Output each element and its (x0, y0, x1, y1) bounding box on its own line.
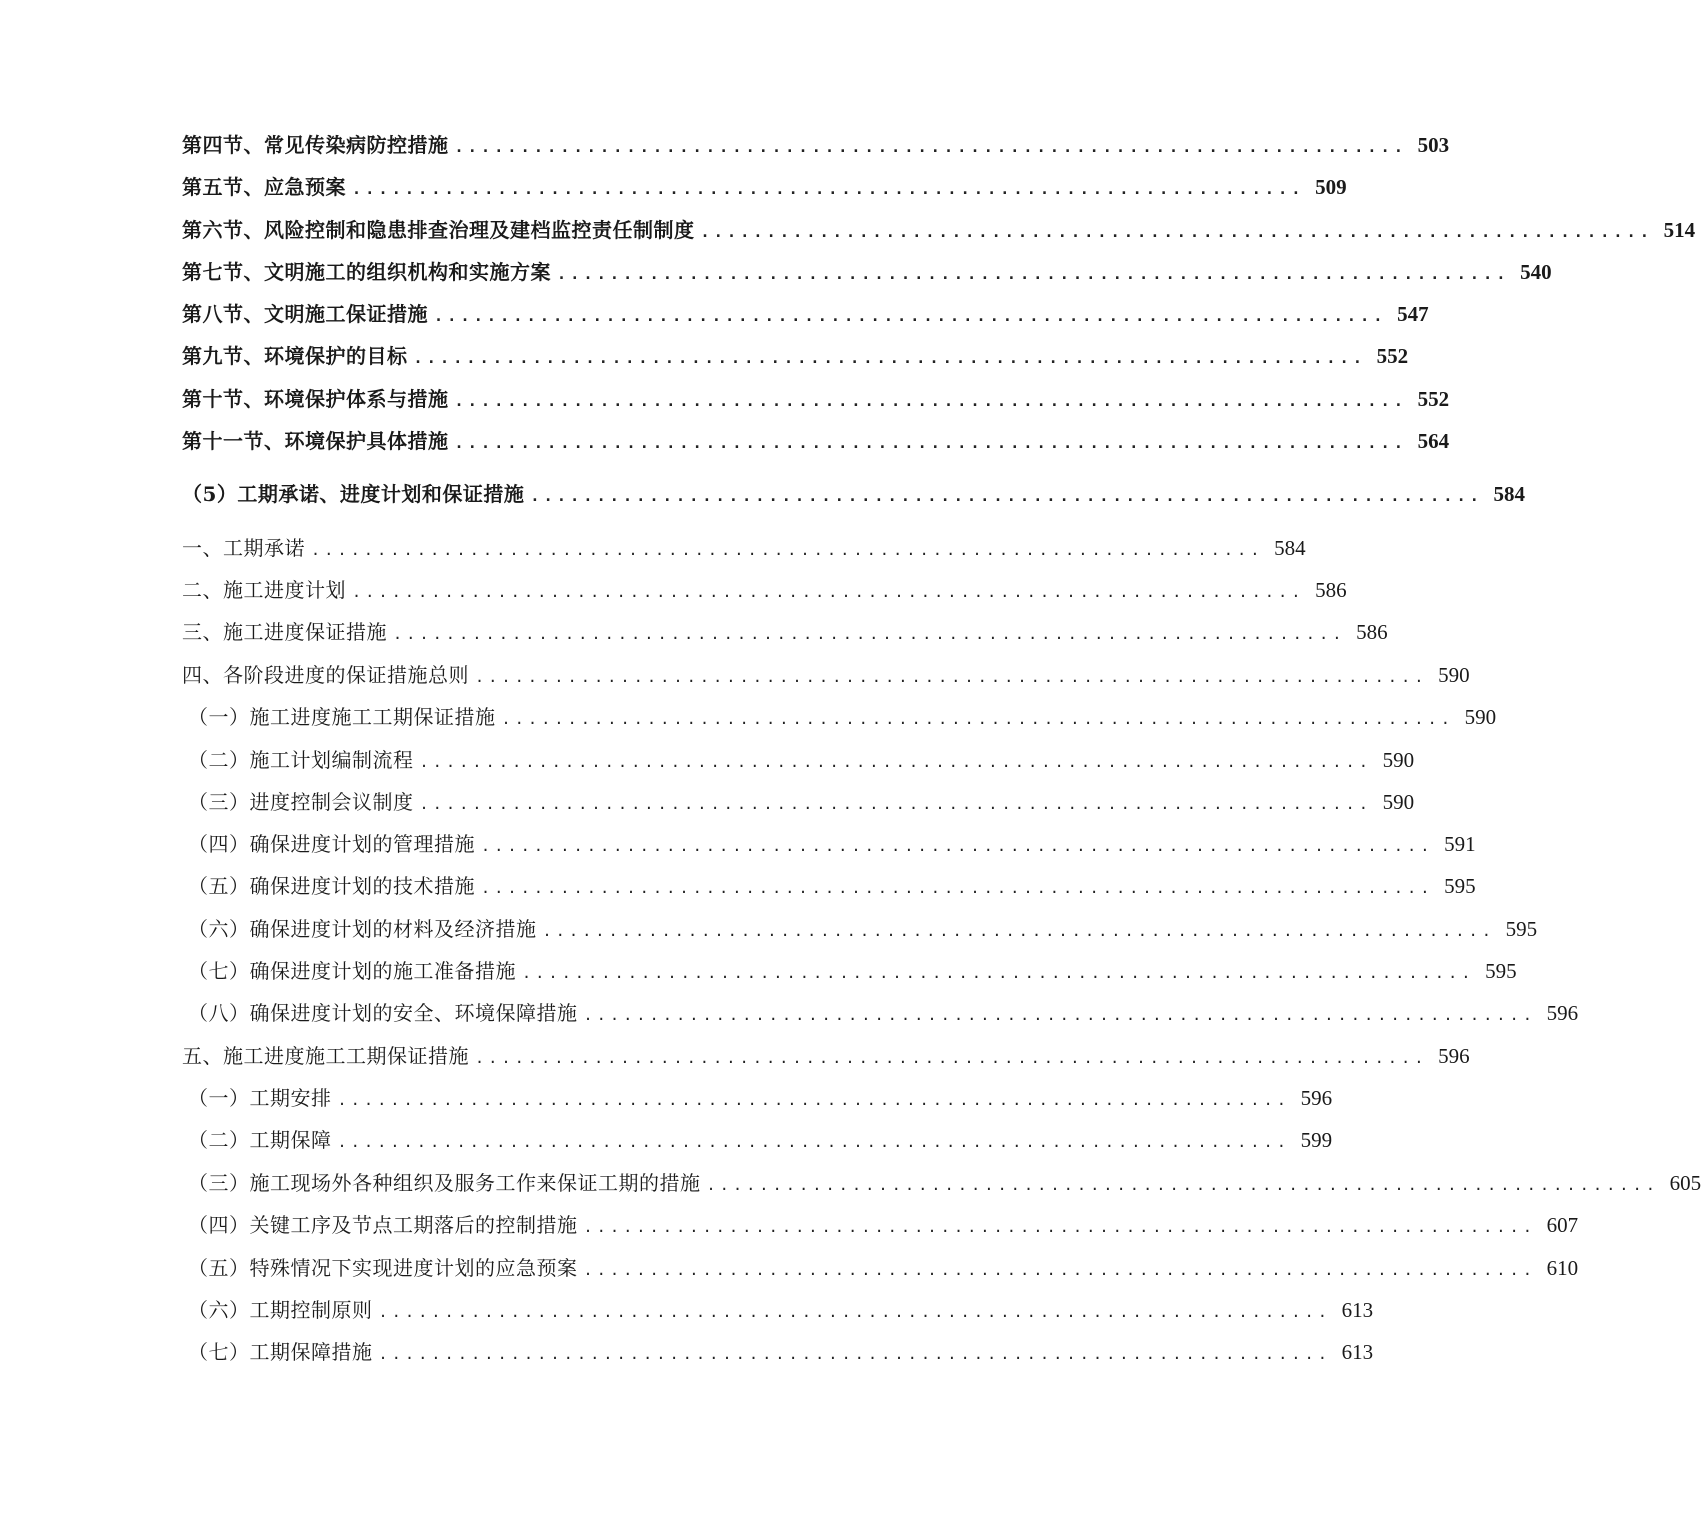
toc-entry-page: 586 (1315, 578, 1347, 602)
toc-subentry[interactable] (188, 1255, 1579, 1283)
toc-dot-leader: ........................................................................ (583, 1261, 1537, 1279)
toc-dot-leader: ........................................................................ (337, 1133, 1291, 1151)
toc-entry-page: 503 (1417, 133, 1450, 157)
toc-entry-title: 第八节、文明施工保证措施 (182, 302, 428, 326)
toc-subentry[interactable] (188, 958, 1517, 986)
toc-entry-page: 613 (1341, 1340, 1374, 1364)
toc-subentry[interactable] (188, 747, 1415, 775)
toc-entry[interactable] (182, 174, 1347, 202)
toc-entry-title: （一）施工进度施工工期保证措施 (188, 705, 496, 729)
toc-subentry[interactable] (188, 1000, 1579, 1028)
toc-entry-page: 552 (1417, 387, 1450, 411)
toc-entry[interactable] (182, 217, 1696, 245)
toc-entry-title: （5）工期承诺、进度计划和保证措施 (182, 482, 525, 506)
toc-entry-title: （一）工期安排 (188, 1086, 332, 1110)
toc-dot-leader: ........................................................................ (583, 1218, 1537, 1236)
toc-entry-title: 第九节、环境保护的目标 (182, 344, 408, 368)
toc-entry-page: 590 (1382, 748, 1415, 772)
toc-dot-leader: ........................................................................ (481, 837, 1434, 855)
toc-entry-page: 564 (1417, 429, 1450, 453)
toc-entry-page: 590 (1464, 705, 1497, 729)
toc-dot-leader: ........................................................................ (337, 1091, 1291, 1109)
toc-entry-page: 605 (1669, 1171, 1701, 1195)
toc-dot-leader: ........................................................................ (530, 487, 1484, 505)
toc-entry-title: 四、各阶段进度的保证措施总则 (182, 663, 469, 687)
toc-entry-title: 第十一节、环境保护具体措施 (182, 429, 449, 453)
toc-dot-leader: ........................................................................ (700, 223, 1654, 241)
toc-dot-leader: ........................................................................ (583, 1006, 1537, 1024)
toc-entry-page: 595 (1444, 874, 1476, 898)
toc-subentry[interactable] (188, 704, 1497, 732)
toc-entry-title: 二、施工进度计划 (182, 578, 346, 602)
toc-subentry[interactable] (188, 1212, 1579, 1240)
toc-entry-title: （四）关键工序及节点工期落后的控制措施 (188, 1213, 578, 1237)
toc-entry-title: 第六节、风险控制和隐患排查治理及建档监控责任制制度 (182, 218, 695, 242)
toc-subentry[interactable] (188, 1127, 1333, 1155)
toc-entry-page: 509 (1315, 175, 1347, 199)
toc-entry-title: （四）确保进度计划的管理措施 (188, 832, 475, 856)
toc-entry-page: 610 (1546, 1256, 1579, 1280)
toc-dot-leader: ........................................................................ (454, 392, 1408, 410)
toc-entry-title: （二）施工计划编制流程 (188, 748, 414, 772)
toc-entry-page: 547 (1397, 302, 1429, 326)
toc-entry-title: 第十节、环境保护体系与措施 (182, 387, 449, 411)
toc-subentry[interactable] (188, 1085, 1333, 1113)
toc-entry-title: （七）工期保障措施 (188, 1340, 373, 1364)
toc-entry[interactable] (182, 301, 1429, 329)
toc-entry[interactable] (182, 259, 1552, 287)
toc-entry-title: 五、施工进度施工工期保证措施 (182, 1044, 469, 1068)
toc-dot-leader: ........................................................................ (454, 434, 1408, 452)
toc-dot-leader: ........................................................................ (419, 795, 1373, 813)
toc-chapter-entry[interactable] (182, 481, 1526, 509)
toc-entry-page: 540 (1520, 260, 1552, 284)
toc-entry-title: （三）施工现场外各种组织及服务工作来保证工期的措施 (188, 1171, 701, 1195)
toc-entry-page: 584 (1274, 536, 1306, 560)
toc-subentry[interactable] (188, 1339, 1374, 1367)
toc-entry-page: 590 (1438, 663, 1470, 687)
toc-entry[interactable] (182, 619, 1388, 647)
toc-entry-title: （三）进度控制会议制度 (188, 790, 414, 814)
toc-entry[interactable] (182, 343, 1409, 371)
toc-entry-page: 595 (1505, 917, 1538, 941)
toc-entry[interactable] (182, 428, 1450, 456)
toc-subentry[interactable] (188, 873, 1476, 901)
toc-dot-leader: ........................................................................ (413, 349, 1367, 367)
toc-dot-leader: ........................................................................ (542, 922, 1496, 940)
toc-dot-leader: ........................................................................ (352, 583, 1305, 601)
toc-dot-leader: ........................................................................ (481, 879, 1434, 897)
toc-entry-page: 552 (1376, 344, 1409, 368)
toc-entry-page: 613 (1341, 1298, 1374, 1322)
toc-dot-leader: ........................................................................ (522, 964, 1475, 982)
toc-dot-leader: ........................................................................ (393, 625, 1346, 643)
toc-entry-title: （七）确保进度计划的施工准备措施 (188, 959, 516, 983)
toc-entry-title: 一、工期承诺 (182, 536, 305, 560)
toc-entry-page: 596 (1300, 1086, 1333, 1110)
toc-entry-title: （六）工期控制原则 (188, 1298, 373, 1322)
toc-dot-leader: ........................................................................ (475, 1049, 1428, 1067)
toc-subentry[interactable] (188, 1170, 1701, 1198)
toc-entry-title: 三、施工进度保证措施 (182, 620, 387, 644)
toc-dot-leader: ........................................................................ (434, 307, 1387, 325)
toc-entry-page: 586 (1356, 620, 1388, 644)
toc-entry-title: 第七节、文明施工的组织机构和实施方案 (182, 260, 551, 284)
toc-entry-page: 595 (1485, 959, 1517, 983)
toc-entry-page: 596 (1546, 1001, 1579, 1025)
toc-entry-page: 591 (1444, 832, 1476, 856)
toc-entry-page: 584 (1493, 482, 1526, 506)
toc-entry-title: 第四节、常见传染病防控措施 (182, 133, 449, 157)
toc-entry-title: （六）确保进度计划的材料及经济措施 (188, 917, 537, 941)
toc-entry-page: 596 (1438, 1044, 1470, 1068)
toc-entry-page: 607 (1546, 1213, 1579, 1237)
toc-entry[interactable] (182, 386, 1450, 414)
toc-entry[interactable] (182, 132, 1450, 160)
toc-entry-title: （五）确保进度计划的技术措施 (188, 874, 475, 898)
toc-entry-title: 第五节、应急预案 (182, 175, 346, 199)
toc-dot-leader: ........................................................................ (419, 753, 1373, 771)
toc-entry[interactable] (182, 577, 1347, 605)
toc-dot-leader: ........................................................................ (475, 668, 1428, 686)
toc-subentry[interactable] (188, 831, 1476, 859)
toc-dot-leader: ........................................................................ (706, 1176, 1660, 1194)
toc-dot-leader: ........................................................................ (378, 1303, 1332, 1321)
toc-entry[interactable] (182, 1043, 1470, 1071)
toc-entry-page: 514 (1663, 218, 1696, 242)
toc-subentry[interactable] (188, 1297, 1374, 1325)
toc-entry-page: 590 (1382, 790, 1415, 814)
toc-entry[interactable] (182, 662, 1470, 690)
toc-subentry[interactable] (188, 916, 1538, 944)
toc-dot-leader: ........................................................................ (378, 1345, 1332, 1363)
toc-subentry[interactable] (188, 789, 1415, 817)
toc-dot-leader: ........................................................................ (501, 710, 1455, 728)
toc-entry-page: 599 (1300, 1128, 1333, 1152)
toc-entry-title: （八）确保进度计划的安全、环境保障措施 (188, 1001, 578, 1025)
toc-dot-leader: ........................................................................ (311, 541, 1264, 559)
toc-entry[interactable] (182, 535, 1306, 563)
toc-entry-title: （五）特殊情况下实现进度计划的应急预案 (188, 1256, 578, 1280)
toc-entry-title: （二）工期保障 (188, 1128, 332, 1152)
toc-dot-leader: ........................................................................ (454, 138, 1408, 156)
toc-dot-leader: ........................................................................ (352, 180, 1305, 198)
toc-dot-leader: ........................................................................ (557, 265, 1510, 283)
